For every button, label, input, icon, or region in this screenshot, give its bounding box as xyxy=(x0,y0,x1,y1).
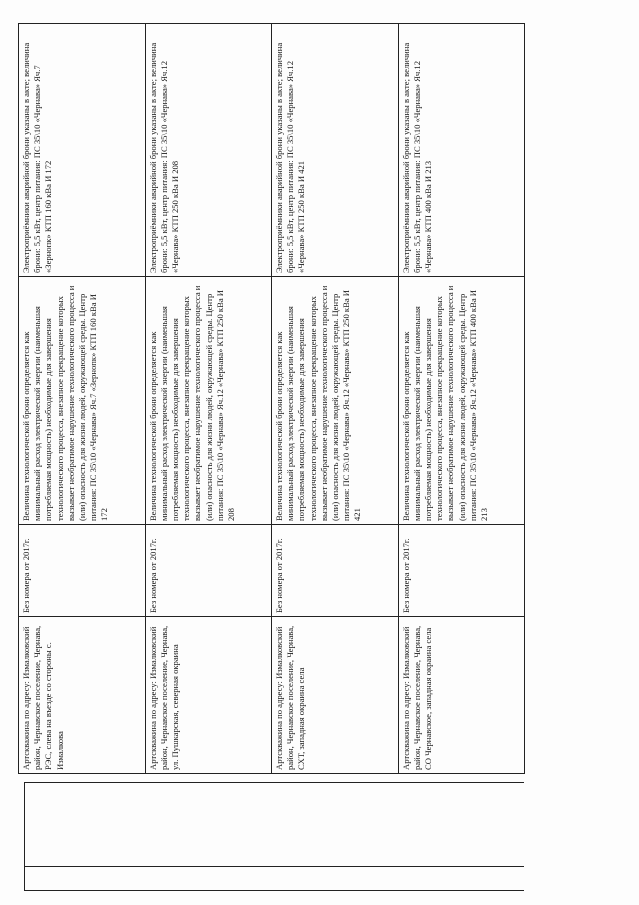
tech-reserve-cell: Величина технологической брони определяется как минимальный расход электрической энергии (наименьшая потребляемая мощность) необходимые для завершения технологического процесса, внезапное прекращение которых вызывает необратимое нарушение технологического процесса и (или) опасность для жизни людей, окружающей среды. Центр питания: ПС 35\10 «Чернава» Яч.12 «Чернава» КТП 250 кВа И 208 xyxy=(145,277,272,525)
table-wrapper xyxy=(18,24,524,774)
table-row xyxy=(398,24,525,774)
document-cell: Без номера от 2017г. xyxy=(272,525,399,617)
table-row xyxy=(272,24,399,774)
location-cell: Артскважина по адресу: Измалковский район, Чернавское поселение, Чернава, ул. Пушкарская, северная окраина xyxy=(145,617,272,774)
divider-line xyxy=(24,890,524,891)
emergency-reserve-cell: Электроприёмники аварийной брони указаны в акте; величина брони: 5,5 кВт, центр питания: ПС 35\10 «Чернава» Яч.7 «Зернопк» КТП 160 кВа И 172 xyxy=(19,24,146,277)
divider-line-vertical xyxy=(24,782,25,890)
document-cell: Без номера от 2017г. xyxy=(145,525,272,617)
reservation-table xyxy=(18,23,525,774)
divider-line xyxy=(24,866,524,867)
emergency-reserve-cell: Электроприёмники аварийной брони указаны в акте; величина брони: 5,5 кВт, центр питания: ПС 35\10 «Чернава» Яч.12 «Чернава» КТП 400 кВа И 213 xyxy=(398,24,525,277)
tech-reserve-cell: Величина технологической брони определяется как минимальный расход электрической энергии (наименьшая потребляемая мощность) необходимые для завершения технологического процесса, внезапное прекращение которых вызывает необратимое нарушение технологического процесса и (или) опасность для жизни людей, окружающей среды. Центр питания: ПС 35\10 «Чернава» Яч.12 «Чернава» КТП 250 кВа И 421 xyxy=(272,277,399,525)
location-cell: Артскважина по адресу: Измалковский район, Чернавское поселение, Чернава, РЭС, слева на въезде со стороны с. Измалкова xyxy=(19,617,146,774)
tech-reserve-cell: Величина технологической брони определяется как минимальный расход электрической энергии (наименьшая потребляемая мощность) необходимые для завершения технологического процесса, внезапное прекращение которых вызывает необратимое нарушение технологического процесса и (или) опасность для жизни людей, окружающей среды. Центр питания: ПС 35\10 «Чернава» Яч.7 «Зернопк» КТП 160 кВа И 172 xyxy=(19,277,146,525)
document-cell: Без номера от 2017г. xyxy=(19,525,146,617)
emergency-reserve-cell: Электроприёмники аварийной брони указаны в акте; величина брони: 5,5 кВт, центр питания: ПС 35\10 «Чернава» Яч.12 «Чернава» КТП 250 кВа И 421 xyxy=(272,24,399,277)
divider-line xyxy=(24,782,524,783)
table-row xyxy=(145,24,272,774)
table-row xyxy=(19,24,146,774)
document-cell: Без номера от 2017г. xyxy=(398,525,525,617)
tech-reserve-cell: Величина технологической брони определяется как минимальный расход электрической энергии (наименьшая потребляемая мощность) необходимые для завершения технологического процесса, внезапное прекращение которых вызывает необратимое нарушение технологического процесса и (или) опасность для жизни людей, окружающей среды. Центр питания: ПС 35\10 «Чернава» Яч.12 «Чернава» КТП 400 кВа И 213 xyxy=(398,277,525,525)
location-cell: Артскважина по адресу: Измалковский район, Чернавское поселение, Чернава, СО Чернавское, западная окраина села xyxy=(398,617,525,774)
location-cell: Артскважина по адресу: Измалковский район, Чернавское поселение, Чернава, СХТ, западная окраина села xyxy=(272,617,399,774)
emergency-reserve-cell: Электроприёмники аварийной брони указаны в акте; величина брони: 5,5 кВт, центр питания: ПС 35\10 «Чернава» Яч.12 «Чернава» КТП 250 кВа И 208 xyxy=(145,24,272,277)
